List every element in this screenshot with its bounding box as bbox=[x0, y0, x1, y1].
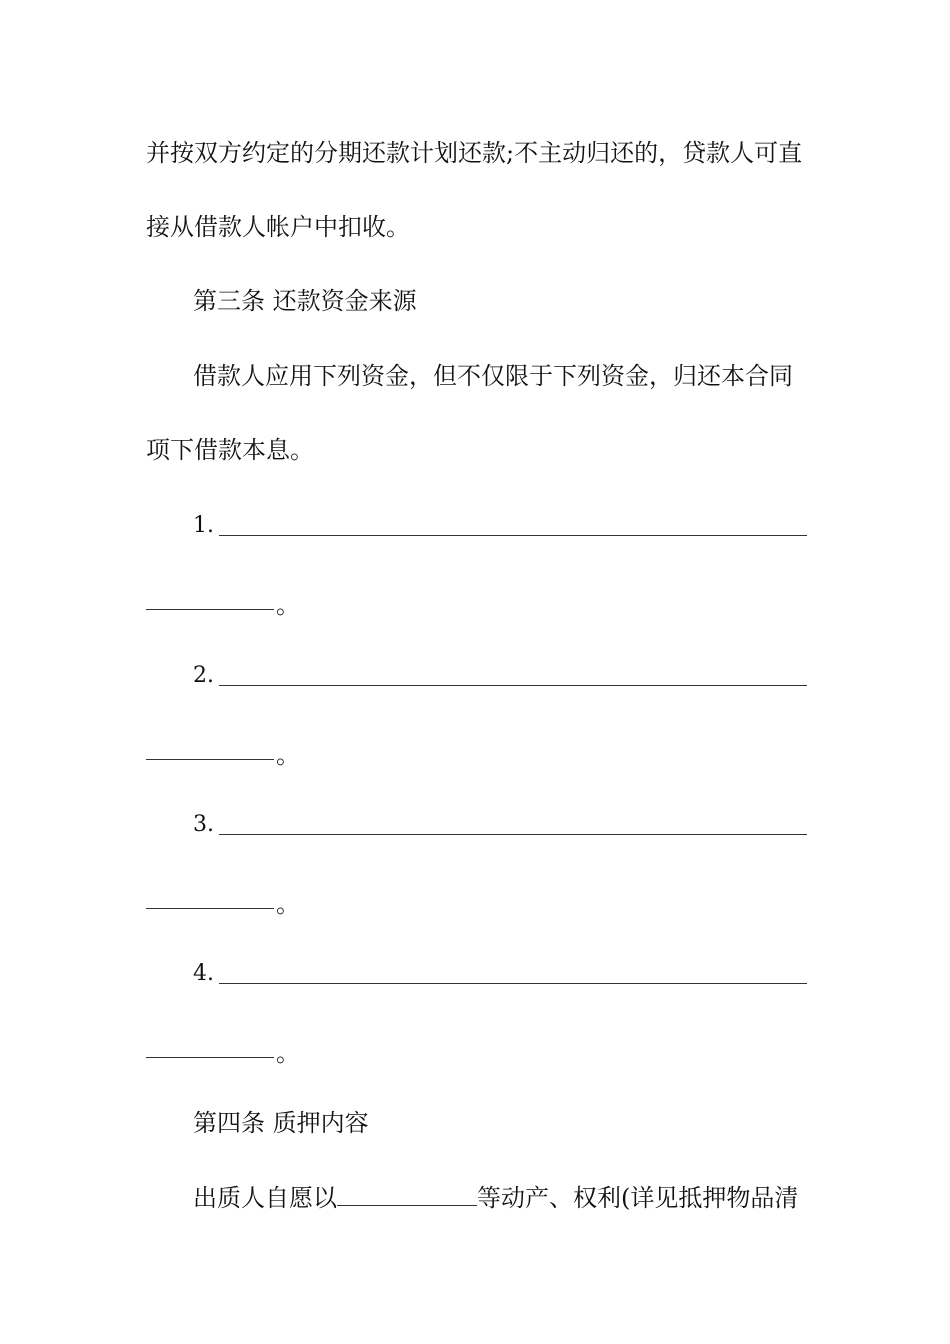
fill-in-blank bbox=[146, 758, 274, 760]
list-item-number: 4. bbox=[193, 961, 214, 986]
paragraph-line: 借款人应用下列资金，但不仅限于下列资金，归还本合同 bbox=[193, 362, 793, 390]
paragraph-line bbox=[193, 1182, 798, 1214]
article-3-heading: 第三条 还款资金来源 bbox=[193, 287, 417, 315]
article-4-heading: 第四条 质押内容 bbox=[193, 1109, 369, 1137]
period-mark: 。 bbox=[276, 890, 300, 918]
fill-in-blank bbox=[219, 684, 807, 686]
fill-in-blank bbox=[337, 1183, 477, 1206]
fill-in-blank bbox=[146, 907, 274, 909]
paragraph-line: 并按双方约定的分期还款计划还款;不主动归还的，贷款人可直 bbox=[146, 139, 803, 167]
paragraph-line: 项下借款本息。 bbox=[146, 436, 314, 464]
period-mark: 。 bbox=[276, 1039, 300, 1067]
paragraph-text: 等动产、权利(详见抵押物品清 bbox=[477, 1184, 799, 1212]
period-mark: 。 bbox=[276, 741, 300, 769]
fill-in-blank bbox=[219, 833, 807, 835]
fill-in-blank bbox=[219, 534, 807, 536]
fill-in-blank bbox=[146, 1056, 274, 1058]
fill-in-blank bbox=[219, 982, 807, 984]
period-mark: 。 bbox=[276, 591, 300, 619]
list-item-number: 2. bbox=[193, 663, 214, 688]
paragraph-text: 出质人自愿以 bbox=[193, 1184, 337, 1212]
fill-in-blank bbox=[146, 608, 274, 610]
list-item-number: 1. bbox=[193, 513, 214, 538]
list-item-number: 3. bbox=[193, 812, 214, 837]
paragraph-line: 接从借款人帐户中扣收。 bbox=[146, 213, 410, 241]
